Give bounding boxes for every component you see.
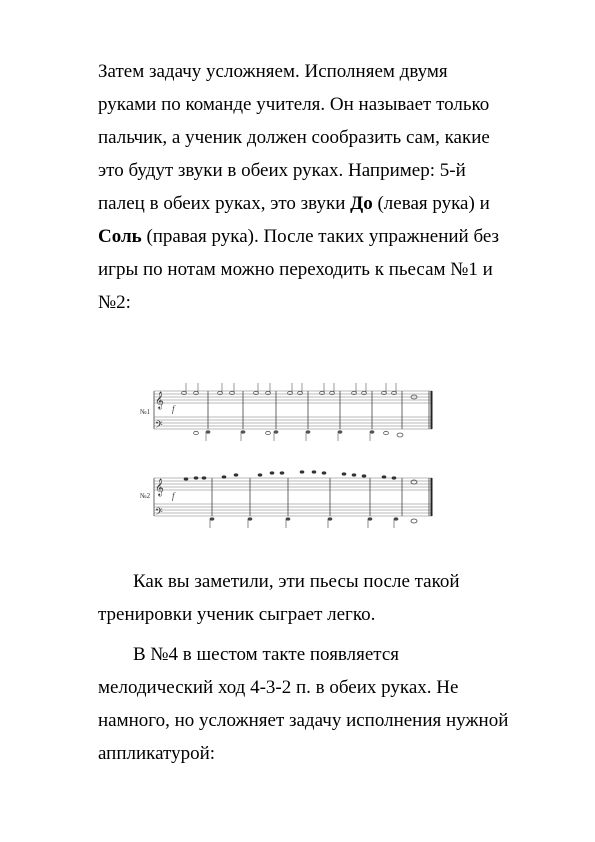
music-score-2 xyxy=(140,462,440,530)
text-run: палец в обеих руках, это звуки xyxy=(98,193,351,214)
paragraph-1-line-4: это будут звуки в обеих руках. Например: 5-й xyxy=(98,160,466,181)
svg-text:f: f xyxy=(172,404,175,414)
paragraph-2-line-2: тренировки ученик сыграет легко. xyxy=(98,604,376,625)
paragraph-1-line-1: Затем задачу усложняем. Исполняем двумя xyxy=(98,61,448,82)
svg-text:𝄞: 𝄞 xyxy=(155,478,164,496)
paragraph-3-line-1: В №4 в шестом такте появляется xyxy=(133,644,400,665)
paragraph-3-line-3: намного, но усложняет задачу исполнения нужной xyxy=(98,710,509,731)
svg-text:𝄞: 𝄞 xyxy=(155,391,164,409)
paragraph-3-line-2: мелодический ход 4-3-2 п. в обеих руках. Не xyxy=(98,677,459,698)
music-score-1 xyxy=(140,375,440,447)
paragraph-1-line-6 xyxy=(98,225,530,249)
score-2-staff xyxy=(140,462,440,530)
score-label: №1 xyxy=(140,408,151,416)
paragraph-1-line-2: руками по команде учителя. Он называет только xyxy=(98,94,490,115)
paragraph-1-line-8: №2: xyxy=(98,292,131,313)
score-label: №2 xyxy=(140,492,151,500)
text-run: (левая рука) и xyxy=(372,193,490,214)
paragraph-1-line-7: игры по нотам можно переходить к пьесам №1 и xyxy=(98,259,493,280)
paragraph-1-line-5 xyxy=(98,192,530,216)
paragraph-2-line-1: Как вы заметили, эти пьесы после такой xyxy=(133,571,460,592)
paragraph-3-line-4: аппликатурой: xyxy=(98,743,216,764)
note-name-do: До xyxy=(350,193,373,214)
score-1-staff xyxy=(140,375,440,447)
note-name-sol: Соль xyxy=(98,226,142,247)
paragraph-1-line-3: пальчик, а ученик должен сообразить сам, какие xyxy=(98,127,490,148)
text-run: (правая рука). После таких упражнений без xyxy=(141,226,500,247)
svg-text:f: f xyxy=(172,491,175,501)
svg-text:𝄢: 𝄢 xyxy=(155,506,163,520)
svg-text:𝄢: 𝄢 xyxy=(155,419,163,433)
